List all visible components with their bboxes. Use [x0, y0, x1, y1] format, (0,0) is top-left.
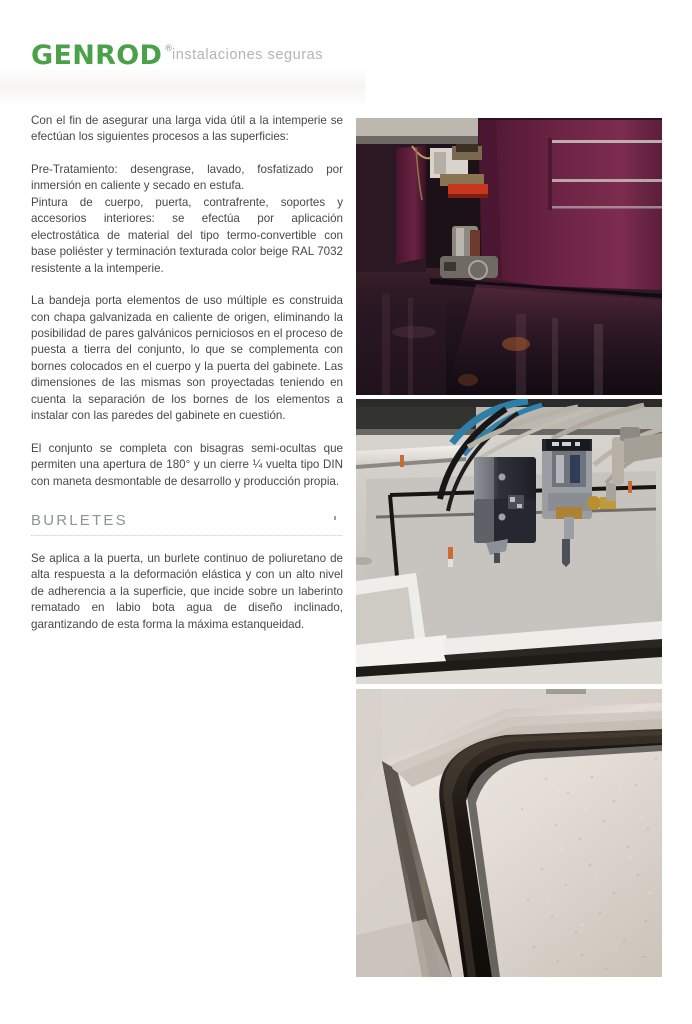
photo-gasket-dispensing-robot: [356, 399, 662, 684]
section-tick-mark-icon: [334, 516, 336, 520]
section-header-burletes: [31, 512, 343, 536]
photo-2-artwork: [356, 399, 662, 684]
photo-3-artwork: [356, 689, 662, 977]
paragraph: Con el fin de asegurar una larga vida útil a la intemperie se efectúan los siguientes procesos a las superficies:: [31, 114, 343, 144]
page-header: [0, 0, 692, 108]
photo-cabinet-production: [356, 118, 662, 395]
paragraph: La bandeja porta elementos de uso múltiple es construida con chapa galvanizada en caliente de origen, eliminando la posibilidad de pares galvánicos perniciosos en el proceso de puesta a tierra del conjunto, lo que se complementa con bornes colocados en el cuerpo y la puerta del gabinete. Las dimensiones de las mismas son proyectadas teniendo en cuenta la separación de los bornes de los elementos a instalar con las paredes del gabinete en cuestión.: [31, 294, 343, 423]
paragraph: Pintura de cuerpo, puerta, contrafrente, soportes y accesorios interiores: se efectúa por aplicación electrostática de material del tipo termo-convertible con base poliéster y terminación texturada color beige RAL 7032 resistente a la intemperie.: [31, 195, 343, 275]
section-divider: [31, 535, 343, 536]
registered-trademark-icon: ®: [164, 44, 174, 54]
brand-tagline: instalaciones seguras: [172, 47, 323, 63]
body-text-column: [31, 113, 343, 633]
paragraph: El conjunto se completa con bisagras semi-ocultas que permiten una apertura de 180° y un cierre ¼ vuelta tipo DIN con maneta desmontable de desarrollo y producción propia.: [31, 441, 343, 488]
photo-door-gasket-corner-detail: [356, 689, 662, 977]
paragraph: Se aplica a la puerta, un burlete continuo de poliuretano de alta respuesta a la deformación elástica y con un alto nivel de adherencia a la superficie, que incide sobre un laberinto rematado en labio bota agua de diseño inclinado, garantizando de esta forma la máxima estanqueidad.: [31, 551, 343, 631]
photo-1-artwork: [356, 118, 662, 395]
section-title: BURLETES: [31, 512, 128, 530]
brand-logo: [31, 40, 174, 71]
brand-name: GENROD: [31, 40, 163, 71]
paragraph: Pre-Tratamiento: desengrase, lavado, fosfatizado por inmersión en caliente y secado en estufa.: [31, 162, 343, 193]
